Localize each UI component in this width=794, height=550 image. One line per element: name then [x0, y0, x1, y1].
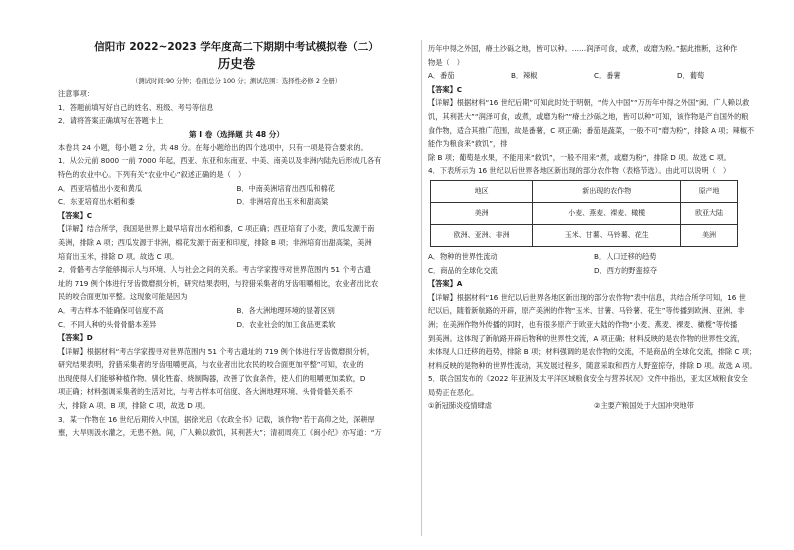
question-5-stem: 局势正在恶化。	[428, 387, 479, 397]
question-2-stem: 2．骨骼考古学能够揭示人与环境、人与社会之间的关系。考古学家搜寻对世界范围内 51 个考古遗	[58, 265, 371, 275]
table-row	[431, 202, 738, 224]
question-2-analysis: 大，排除 A 项、B 项，排除 C 项，故选 D 项。	[58, 401, 210, 411]
option-a: A．考古样本不能确保可信度不高	[58, 305, 164, 315]
question-4-answer: 【答案】A	[428, 279, 463, 289]
table-header-row	[431, 180, 738, 202]
option-d: D．西方的野蛮掠夺	[594, 265, 658, 275]
question-4-analysis: 【详解】根据材料“16 世纪以后世界各地区新出现的部分农作物”表中信息，共结合所学可知，16 世	[428, 292, 746, 302]
section-title: 第 I 卷（选择题 共 48 分）	[189, 129, 284, 139]
table-header: 新出现的农作物	[533, 180, 681, 202]
question-1-analysis: 美洲，排除 A 项；西瓜发源于非洲，棉花发源于南亚和印度，排除 B 项；非洲培育出甜高粱，美洲	[58, 237, 372, 247]
option-c: C．商品的全球化交流	[428, 265, 498, 275]
option-2: ②主要产粮国处于大国冲突地带	[594, 401, 694, 411]
question-3-stem: 历年中得之外国，瘠土沙砾之地，皆可以种。……润泽可食，或煮，或磨为粉。”据此推断，这种作	[428, 44, 738, 53]
option-a: A．番茄	[428, 71, 455, 81]
exam-title: 信阳市 2022~2023 学年度高二下期期中考试模拟卷（二）	[94, 41, 379, 53]
question-3-analysis: 食作物，适合其推广范围，故是番薯，C 项正确；番茄是蔬菜，一般不可“磨为粉”，排除 A 项；辣椒不能作为粮食来“救饥”，排	[428, 125, 755, 149]
option-c: C．不同人种的头骨骨骼本差异	[58, 319, 157, 329]
option-d: D．葡萄	[677, 71, 705, 81]
table-header: 地区	[431, 180, 533, 202]
question-4-stem: 4．下表所示为 16 世纪以后世界各地区新出现的部分农作物（表格节选）。由此可以说明（ ）	[428, 166, 731, 176]
question-3-analysis: 除 B 项；葡萄是水果，不能用来“救饥”，一般不用来“煮，或磨为粉”，排除 D 项。故选 C 项。	[428, 152, 731, 162]
question-1-analysis: 培育出玉米，排除 D 项。故选 C 项。	[58, 251, 179, 261]
left-column	[58, 40, 415, 440]
exam-meta: （测试时间:90 分钟；卷面总分 100 分；测试范围：选择性必修 2 全册）	[131, 77, 342, 85]
notice-item: 2．请将答案正确填写在答题卡上	[58, 116, 164, 126]
option-a: A．西亚培植出小麦和黄瓜	[58, 183, 142, 193]
table-header: 原产地	[681, 180, 738, 202]
question-4-analysis: 未体现人口迁移的趋势，排除 B 项；材料强调的是农作物的交流，不是商品的全球化交流，排除 C 项；	[428, 347, 757, 357]
option-a: A．物种的世界性流动	[428, 251, 498, 261]
option-b: B．人口迁移的趋势	[594, 251, 657, 261]
table-cell: 欧亚大陆	[681, 202, 738, 224]
option-c: C．东亚培育出水稻和黍	[58, 197, 135, 207]
question-4-options	[428, 264, 760, 278]
column-divider	[421, 40, 422, 536]
table-cell: 美洲	[431, 202, 533, 224]
question-5-stem: 5．联合国发布的《2022 年亚洲及太平洋区域粮食安全与营养状况》文件中指出，亚太区域粮食安全	[428, 374, 748, 384]
question-1-answer: 【答案】C	[58, 210, 93, 220]
question-2-analysis: 研究结果表明，狩猎采集者的牙齿咀嚼更高，与农业者出比农民的咬合面更加平整”可知，农业的	[58, 360, 364, 370]
question-3-options	[428, 69, 760, 83]
question-2-options	[58, 318, 415, 332]
right-column	[428, 42, 760, 413]
question-2-analysis: 出现使得人们能够种植作物、驯化牲畜、烧制陶器，改善了饮食条件，使人们的咀嚼更加柔软，D	[58, 373, 366, 383]
question-1-stem: 特色的农业中心。下列有关“农业中心”叙述正确的是（ ）	[58, 169, 246, 179]
table-cell: 欧洲、亚洲、非洲	[431, 224, 533, 246]
crop-table	[430, 180, 738, 247]
question-1-analysis: 【详解】结合所学，我国是世界上最早培育出水稻和黍，C 项正确；西亚培育了小麦，黄瓜发源于南	[58, 224, 375, 234]
question-3-answer: 【答案】C	[428, 84, 463, 94]
question-2-analysis: 项正确；材料强调采集者的生活对比，与考古样本可信度、各大洲地理环境、头骨骨骼关系不	[58, 387, 353, 397]
section-intro: 本卷共 24 小题，每小题 2 分，共 48 分。在每小题给出的四个选项中，只有一项是符合要求的。	[58, 142, 368, 152]
table-row	[431, 224, 738, 246]
question-4-analysis: 材料反映的是物种的世界性流动，其发展过程多，随意采取和西方人野蛮掠夺，排除 D 项。故选 A 项。	[428, 360, 757, 370]
notice-title: 注意事项：	[58, 89, 94, 98]
table-cell: 美洲	[681, 224, 738, 246]
option-d: D．非洲培育出玉米和甜高粱	[236, 197, 329, 207]
question-4-analysis: 纪以后，随着新航路的开辟，原产美洲的作物“玉米、甘薯、马铃薯、花生”等传播到欧洲、亚洲、非	[428, 306, 745, 316]
question-3-analysis: 饥，其利甚大”“润泽可食，或煮，或磨为粉”“瘠土沙砾之地，皆可以种”可知，该作物是产自国外的粮	[428, 111, 749, 121]
question-5-options	[428, 399, 760, 413]
question-2-stem: 民的咬合面更加平整。这现象可能是因为	[58, 292, 188, 302]
question-3-analysis: 【详解】根据材料“16 世纪后期”可知此时处于明朝，“传入中国”“万历年中得之外国”闽、广人赖以救	[428, 98, 750, 108]
table-cell: 小麦、燕麦、裸麦、橄榄	[533, 202, 681, 224]
question-4-analysis: 到美洲。这体现了新航路开辟后物种的世界性交流，A 项正确；材料反映的是农作物的世界性交流，	[428, 333, 745, 343]
question-1-options	[58, 195, 415, 209]
option-1: ①新冠肺炎疫情肆虐	[428, 401, 492, 411]
question-2-analysis: 【详解】根据材料“考古学家搜寻对世界范围内 51 个考古遗址的 719 例个体进行牙齿微磨损分析，	[58, 346, 375, 356]
notice-item: 1．答题前填写好自己的姓名、班级、考号等信息	[58, 102, 214, 112]
question-1-stem: 1．从公元前 8000 一前 7000 年起，西亚、东亚和东南亚、中美、南美以及非洲内陆先后形成几各有	[58, 156, 382, 166]
exam-subject: 历史卷	[217, 56, 256, 71]
option-b: B．辣椒	[511, 71, 538, 81]
option-d: D．农业社会的加工食品更柔软	[236, 319, 336, 329]
option-b: B．各大洲地理环境的显著区别	[236, 305, 335, 315]
question-3-stem: 物是（ ）	[428, 57, 464, 67]
question-1-options	[58, 182, 415, 196]
question-3-stem: 壅，大旱则汲水灌之，无患不熟。间，广人赖以救饥，其利甚大”；清初周亮工《闽小纪》亦写道：“万	[58, 428, 382, 438]
question-4-analysis: 洲；在美洲作物外传播的同时，也有很多原产于欧亚大陆的作物“小麦、燕麦、裸麦、橄榄”等传播	[428, 319, 738, 329]
question-2-stem: 址的 719 例个体进行牙齿微磨损分析，研究结果表明，与狩猎采集者的牙齿咀嚼相比，农业者出比农	[58, 278, 379, 288]
question-4-options	[428, 250, 760, 264]
question-3-stem: 3．某一作物在 16 世纪后期传入中国，据徐光启《农政全书》记载，该作物“若于高仰之处，深耕厚	[58, 414, 375, 424]
question-2-options	[58, 304, 415, 318]
table-cell: 玉米、甘薯、马铃薯、花生	[533, 224, 681, 246]
option-b: B．中南美洲培育出西瓜和棉花	[236, 183, 335, 193]
option-c: C．番薯	[594, 71, 621, 81]
question-2-answer: 【答案】D	[58, 333, 93, 343]
